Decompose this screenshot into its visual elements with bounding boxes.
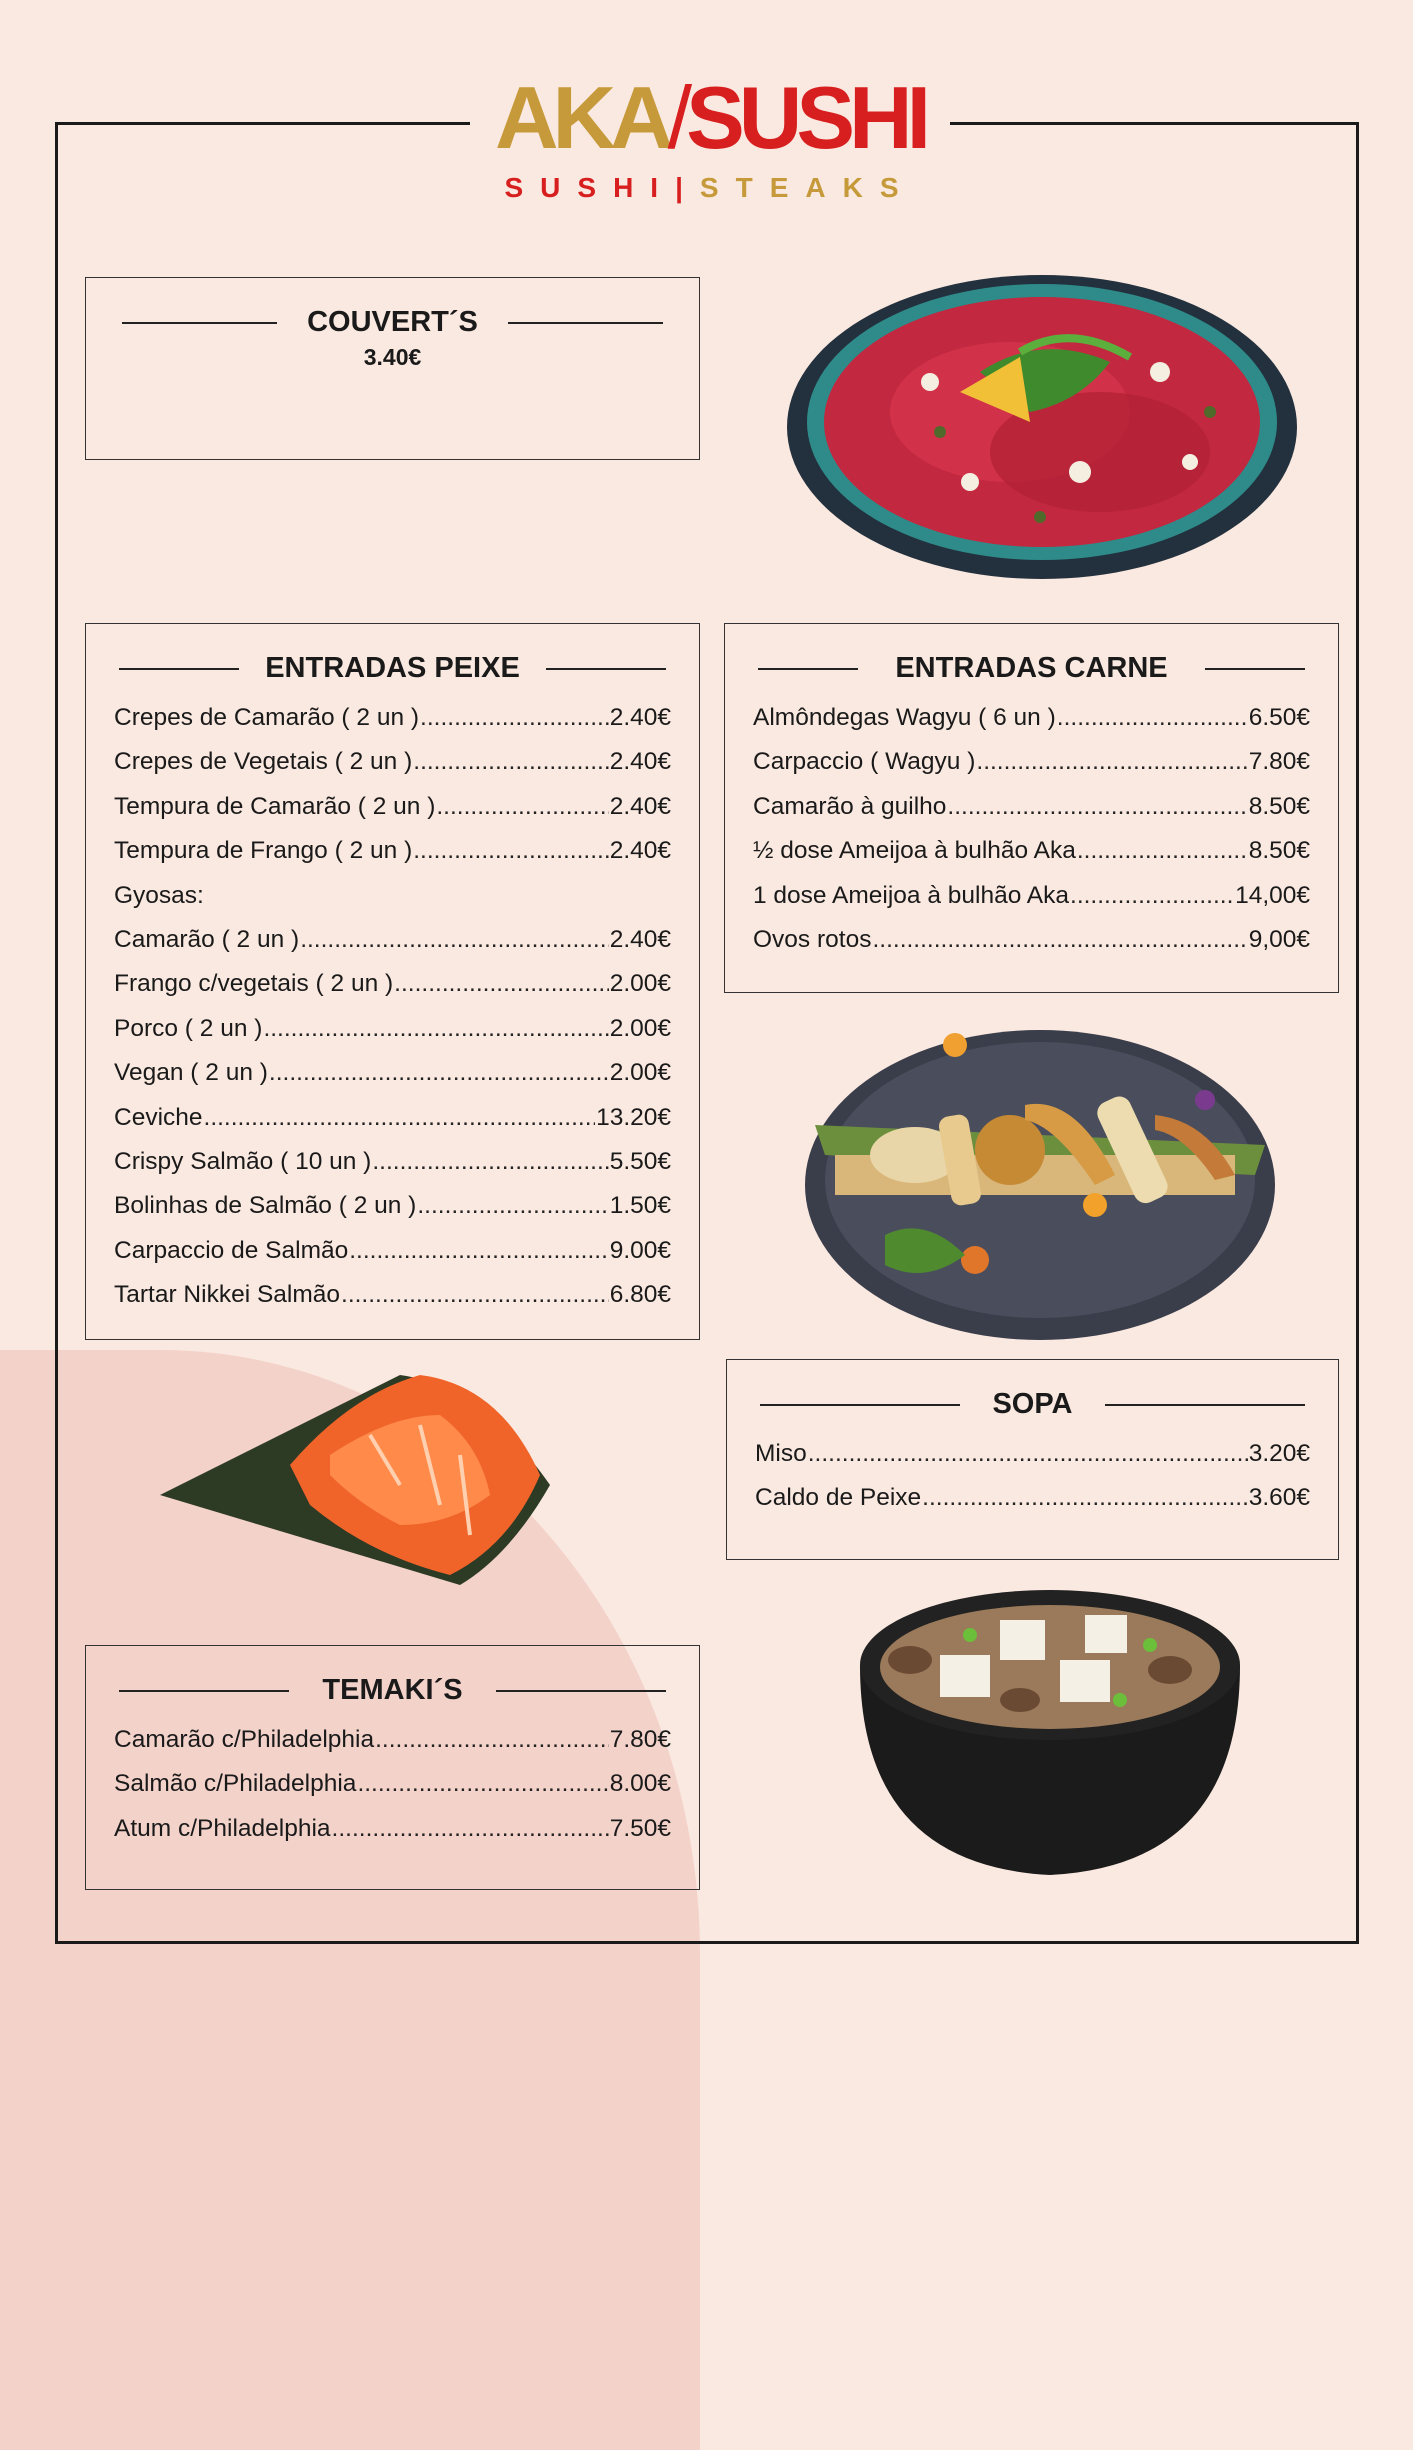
leader-dots: [947, 785, 1247, 829]
header-line-right: [546, 668, 666, 670]
list-item: [753, 740, 1310, 784]
couvert-title: COUVERT´S: [307, 306, 478, 338]
item-price: 14,00€: [1235, 881, 1310, 909]
item-price: 6.50€: [1248, 704, 1310, 731]
leader-dots: [349, 1229, 608, 1273]
item-price: 2.00€: [609, 1059, 671, 1087]
list-item: [114, 1140, 671, 1184]
leader-dots: [413, 740, 608, 784]
item-price: 3.20€: [1248, 1440, 1310, 1467]
item-price: 2.00€: [609, 1014, 671, 1042]
entradas-carne-box: [724, 623, 1339, 993]
list-item: [114, 1096, 671, 1140]
leader-dots: [1057, 696, 1248, 740]
item-name: Ceviche: [114, 1103, 203, 1131]
list-item: [755, 1476, 1310, 1520]
item-name: Vegan ( 2 un ): [114, 1059, 268, 1087]
list-item: [755, 1432, 1310, 1476]
leader-dots: [1077, 829, 1248, 873]
list-item: [114, 1051, 671, 1095]
item-name: Carpaccio ( Wagyu ): [753, 748, 976, 776]
item-name: Frango c/vegetais ( 2 un ): [114, 970, 394, 998]
list-item: [114, 785, 671, 829]
list-item: [114, 1273, 671, 1317]
item-name: Almôndegas Wagyu ( 6 un ): [753, 704, 1056, 731]
list-item: [753, 829, 1310, 873]
leader-dots: [372, 1140, 608, 1184]
item-name: Crepes de Vegetais ( 2 un ): [114, 748, 413, 776]
logo-tagline-left: SUSHI: [504, 172, 676, 203]
brand-logo: [470, 60, 950, 220]
header-line-right: [1205, 668, 1305, 670]
item-name: Camarão ( 2 un ): [114, 925, 300, 953]
leader-dots: [375, 1718, 609, 1762]
list-item: [114, 1807, 671, 1851]
list-item: [114, 1007, 671, 1051]
item-name: Atum c/Philadelphia: [114, 1814, 331, 1842]
item-price: 7.80€: [609, 1726, 671, 1753]
list-item: [753, 696, 1310, 740]
logo-tagline-right: STEAKS: [699, 172, 916, 203]
item-name: Tartar Nikkei Salmão: [114, 1281, 341, 1309]
leader-dots: [413, 829, 608, 873]
leader-dots: [1070, 874, 1234, 918]
item-name: Camarão à guilho: [753, 792, 947, 820]
leader-dots: [357, 1762, 608, 1806]
item-price: 2.40€: [609, 748, 671, 776]
list-item: [753, 874, 1310, 918]
couvert-price: 3.40€: [363, 344, 422, 370]
leader-dots: [300, 918, 609, 962]
item-price: 6.80€: [609, 1281, 671, 1309]
entradas-peixe-title: ENTRADAS PEIXE: [265, 652, 520, 684]
item-price: 1.50€: [609, 1192, 671, 1220]
carpaccio-plate-image: [780, 262, 1300, 582]
item-name: Caldo de Peixe: [755, 1484, 922, 1512]
entradas-peixe-list: [86, 688, 699, 1317]
item-price: 8.50€: [1248, 792, 1310, 820]
list-item: [114, 829, 671, 873]
list-item: [114, 1229, 671, 1273]
header-line-right: [1105, 1404, 1305, 1406]
leader-dots: [341, 1273, 609, 1317]
item-price: 2.40€: [609, 925, 671, 953]
logo-aka: AKA: [494, 68, 668, 167]
sopa-box: [726, 1359, 1339, 1560]
item-name: Salmão c/Philadelphia: [114, 1770, 357, 1798]
leader-dots: [269, 1051, 609, 1095]
item-name: Tempura de Frango ( 2 un ): [114, 837, 413, 865]
leader-dots: [436, 785, 608, 829]
item-name: Miso: [755, 1440, 807, 1467]
couvert-header: [86, 302, 699, 342]
item-price: 9.00€: [609, 1236, 671, 1264]
item-name: Crispy Salmão ( 10 un ): [114, 1147, 372, 1175]
item-name: 1 dose Ameijoa à bulhão Aka: [753, 881, 1070, 909]
item-name: ½ dose Ameijoa à bulhão Aka: [753, 837, 1076, 865]
entradas-carne-title: ENTRADAS CARNE: [895, 652, 1168, 684]
sopa-header: [727, 1384, 1338, 1424]
item-price: 7.80€: [1248, 748, 1310, 776]
temakis-title: TEMAKI´S: [322, 1674, 463, 1706]
leader-dots: [417, 1184, 608, 1228]
sopa-list: [727, 1424, 1338, 1521]
item-name: Tempura de Camarão ( 2 un ): [114, 792, 436, 820]
item-price: 7.50€: [609, 1814, 671, 1842]
leader-dots: [263, 1007, 608, 1051]
temakis-box: [85, 1645, 700, 1890]
item-name: Gyosas:: [114, 881, 204, 909]
item-name: Ovos rotos: [753, 925, 872, 953]
list-item: [114, 740, 671, 784]
item-price: 8.50€: [1248, 837, 1310, 865]
entradas-carne-header: [725, 648, 1338, 688]
appetizer-plate-image: [795, 1005, 1285, 1345]
item-price: 13.20€: [596, 1103, 671, 1131]
list-subheading: [114, 874, 671, 918]
logo-tagline: [470, 172, 950, 204]
list-item: [753, 918, 1310, 962]
leader-dots: [872, 918, 1247, 962]
leader-dots: [922, 1476, 1248, 1520]
leader-dots: [420, 696, 609, 740]
list-item: [753, 785, 1310, 829]
list-item: [114, 918, 671, 962]
entradas-carne-list: [725, 688, 1338, 962]
item-price: 2.40€: [609, 837, 671, 865]
item-name: Carpaccio de Salmão: [114, 1236, 349, 1264]
list-item: [114, 962, 671, 1006]
leader-dots: [976, 740, 1247, 784]
item-price: 2.00€: [609, 970, 671, 998]
item-price: 2.40€: [609, 792, 671, 820]
logo-slash: /: [667, 68, 687, 167]
header-line-right: [508, 322, 663, 324]
leader-dots: [332, 1807, 609, 1851]
list-item: [114, 1184, 671, 1228]
item-price: 3.60€: [1248, 1484, 1310, 1512]
temaki-image: [150, 1355, 560, 1595]
logo-wordmark: [470, 68, 950, 167]
list-item: [114, 1718, 671, 1762]
leader-dots: [808, 1432, 1248, 1476]
item-price: 5.50€: [609, 1147, 671, 1175]
logo-tagline-divider: |: [675, 172, 700, 203]
entradas-peixe-header: [86, 648, 699, 688]
item-name: Porco ( 2 un ): [114, 1014, 263, 1042]
item-name: Bolinhas de Salmão ( 2 un ): [114, 1192, 417, 1220]
item-name: Camarão c/Philadelphia: [114, 1726, 375, 1753]
item-price: 9,00€: [1248, 925, 1310, 953]
leader-dots: [204, 1096, 596, 1140]
item-price: 8.00€: [609, 1770, 671, 1798]
couvert-box: [85, 277, 700, 460]
sopa-title: SOPA: [992, 1388, 1073, 1420]
header-line-right: [496, 1690, 666, 1692]
temakis-list: [86, 1710, 699, 1851]
item-price: 2.40€: [609, 704, 671, 731]
list-item: [114, 1762, 671, 1806]
item-name: Crepes de Camarão ( 2 un ): [114, 704, 420, 731]
logo-sushi: SUSHI: [686, 68, 926, 167]
entradas-peixe-box: [85, 623, 700, 1340]
temakis-header: [86, 1670, 699, 1710]
miso-soup-image: [850, 1575, 1250, 1885]
list-item: [114, 696, 671, 740]
leader-dots: [394, 962, 609, 1006]
